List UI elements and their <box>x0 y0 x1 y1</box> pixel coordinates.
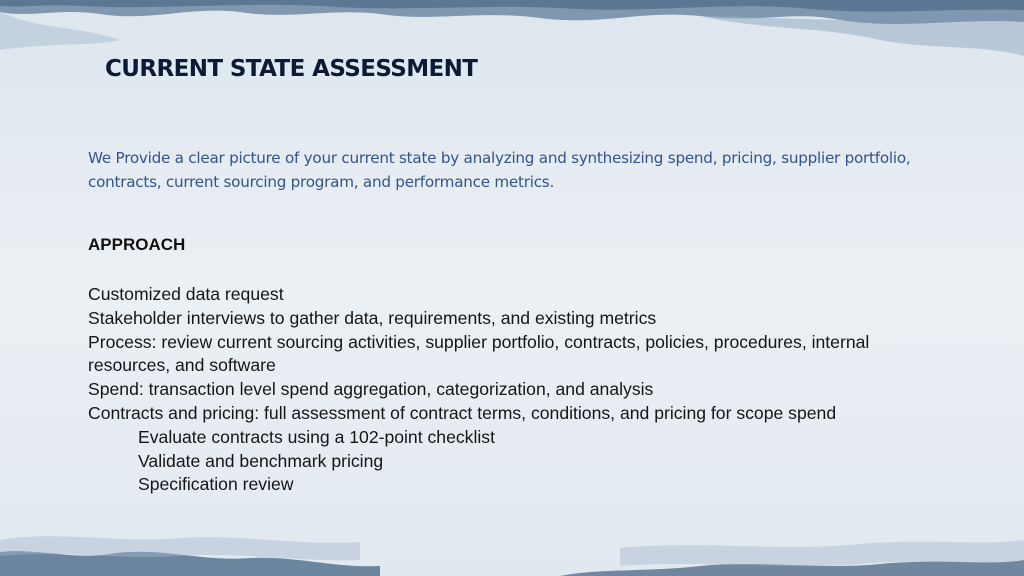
approach-list <box>88 283 928 497</box>
list-item: Stakeholder interviews to gather data, requirements, and existing metrics <box>88 307 657 328</box>
list-item: Spend: transaction level spend aggregation, categorization, and analysis <box>88 379 654 400</box>
sub-list-item: Specification review <box>138 474 294 495</box>
sub-list-item: Validate and benchmark pricing <box>138 450 384 471</box>
list-item: Contracts and pricing: full assessment of contract terms, conditions, and pricing for scope spend <box>88 402 837 423</box>
sub-list-item: Evaluate contracts using a 102-point checklist <box>138 426 495 447</box>
approach-heading: APPROACH <box>88 235 186 254</box>
page-title: CURRENT STATE ASSESSMENT <box>105 56 478 82</box>
intro-paragraph: We Provide a clear picture of your current state by analyzing and synthesizing spend, pricing, supplier portfolio, contracts, current sourcing program, and performance metrics. <box>88 149 911 191</box>
list-item: Process: review current sourcing activities, supplier portfolio, contracts, policies, procedures, internal resources, and software <box>88 331 870 376</box>
list-item: Customized data request <box>88 284 284 304</box>
